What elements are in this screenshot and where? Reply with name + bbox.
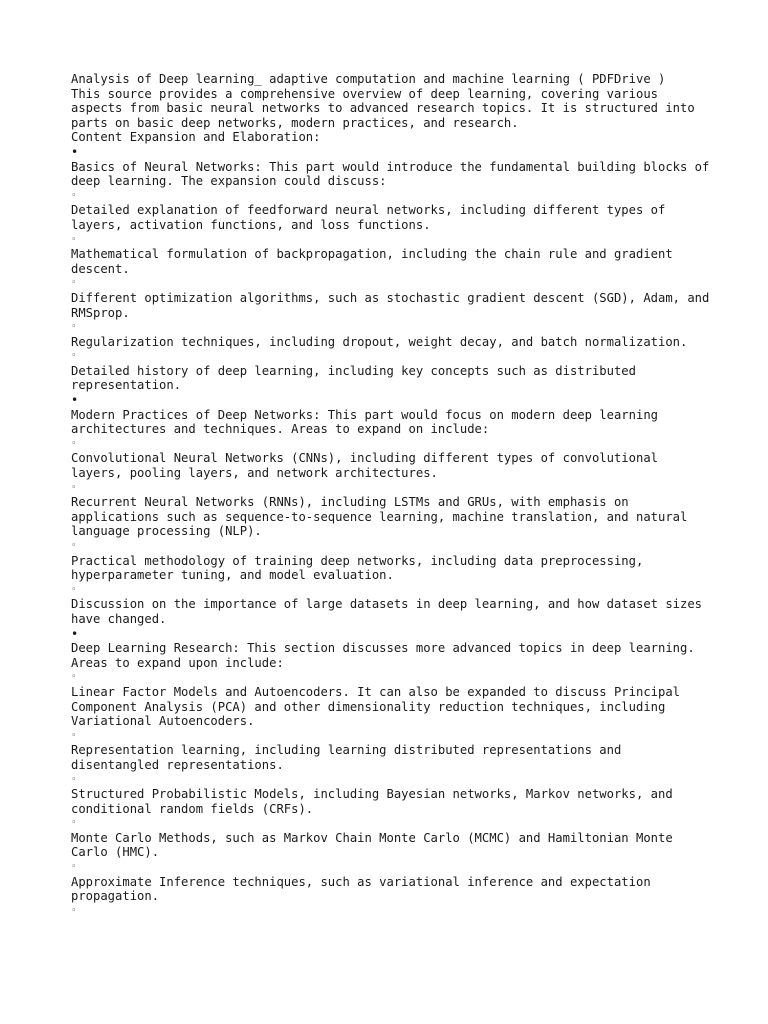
sub-bullet-icon: ◦ <box>71 905 77 916</box>
section-lead: Modern Practices of Deep Networks: This part would focus on modern deep learning architectures and techniques. Areas to expand on include: <box>71 407 658 437</box>
list-item: Regularization techniques, including dropout, weight decay, and batch normalization. <box>71 334 688 349</box>
section-lead: Basics of Neural Networks: This part would introduce the fundamental building blocks of deep learning. The expansion could discuss: <box>71 159 710 189</box>
document-intro: This source provides a comprehensive overview of deep learning, covering various aspects from basic neural networks to advanced research topics. It is structured into parts on basic deep networks, modern practices, and research. <box>71 86 695 130</box>
list-item: Approximate Inference techniques, such as variational inference and expectation propagation. <box>71 874 651 904</box>
sub-bullet-icon: ◦ <box>71 774 77 785</box>
sub-bullet-icon: ◦ <box>71 351 77 362</box>
sub-bullet-icon: ◦ <box>71 730 77 741</box>
section-modern-practices <box>71 393 711 627</box>
list-item: Convolutional Neural Networks (CNNs), including different types of convolutional layers, pooling layers, and network architectures. <box>71 451 658 481</box>
list-item: Linear Factor Models and Autoencoders. It can also be expanded to discuss Principal Component Analysis (PCA) and other dimensionality reduction techniques, including Variational Autoencoders. <box>71 684 681 729</box>
sub-bullet-icon: ◦ <box>71 278 77 289</box>
section-basics <box>71 145 711 393</box>
document-title: Analysis of Deep learning_ adaptive computation and machine learning ( PDFDrive ) <box>71 72 666 86</box>
bullet-icon: • <box>71 144 79 159</box>
list-item: Recurrent Neural Networks (RNNs), including LSTMs and GRUs, with emphasis on applications such as sequence-to-sequence learning, machine translation, and natural language processing (NLP). <box>71 495 688 539</box>
sub-bullet-icon: ◦ <box>71 322 77 333</box>
section-research <box>71 627 711 919</box>
sub-bullet-icon: ◦ <box>71 190 77 201</box>
bullet-icon: • <box>71 626 79 641</box>
content-heading: Content Expansion and Elaboration: <box>71 130 321 145</box>
sub-bullet-icon: ◦ <box>71 818 77 829</box>
list-item: Structured Probabilistic Models, including Bayesian networks, Markov networks, and conditional random fields (CRFs). <box>71 787 673 816</box>
list-item: Different optimization algorithms, such as stochastic gradient descent (SGD), Adam, and RMSprop. <box>71 290 710 320</box>
bullet-icon: • <box>71 393 79 408</box>
sub-bullet-icon: ◦ <box>71 862 77 873</box>
sub-bullet-icon: ◦ <box>71 234 77 245</box>
sub-bullet-icon: ◦ <box>71 482 77 493</box>
list-item: Practical methodology of training deep networks, including data preprocessing, hyperparameter tuning, and model evaluation. <box>71 553 644 583</box>
sub-bullet-icon: ◦ <box>71 672 77 683</box>
document-page <box>71 72 711 918</box>
sub-bullet-icon: ◦ <box>71 584 77 595</box>
list-item: Monte Carlo Methods, such as Markov Chain Monte Carlo (MCMC) and Hamiltonian Monte Carlo (HMC). <box>71 830 673 860</box>
list-item: Detailed explanation of feedforward neural networks, including different types of layers, activation functions, and loss functions. <box>71 203 666 232</box>
list-item: Mathematical formulation of backpropagation, including the chain rule and gradient descent. <box>71 247 673 276</box>
list-item: Discussion on the importance of large datasets in deep learning, and how dataset sizes have changed. <box>71 597 703 626</box>
list-item: Detailed history of deep learning, including key concepts such as distributed representation. <box>71 363 636 393</box>
section-lead: Deep Learning Research: This section discusses more advanced topics in deep learning. Areas to expand upon include: <box>71 641 695 670</box>
list-item: Representation learning, including learning distributed representations and disentangled representations. <box>71 743 622 772</box>
sub-bullet-icon: ◦ <box>71 541 77 551</box>
sub-bullet-icon: ◦ <box>71 438 77 449</box>
